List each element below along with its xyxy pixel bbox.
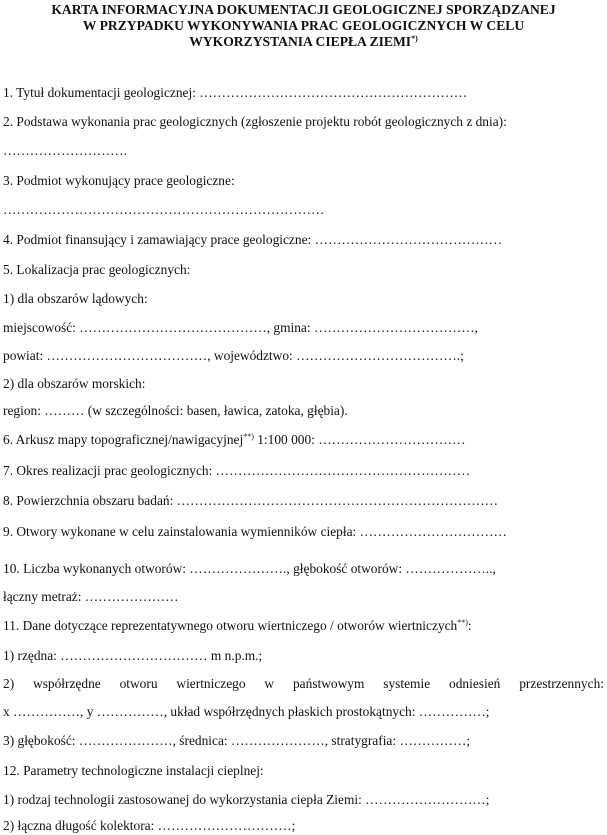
field-5-county-voivodeship: powiat: ………………………………, województwo: ……………………………….; [3,348,464,363]
field-7-period: 7. Okres realizacji prac geologicznych: ………………………………………………… [3,463,471,478]
field-5-land-heading: 1) dla obszarów lądowych: [3,291,148,306]
title-line-3 [0,34,607,50]
field-5-town-commune: miejscowość: ……………………………………, gmina: ………………………………, [3,320,478,335]
title-line-1: KARTA INFORMACYJNA DOKUMENTACJI GEOLOGICZNEJ SPORZĄDZANEJ [51,2,556,17]
field-3-performer: 3. Podmiot wykonujący prace geologiczne: [3,173,235,188]
field-2-basis: 2. Podstawa wykonania prac geologicznych (zgłoszenie projektu robót geologicznych z dnia): [3,114,507,129]
title-footnote-mark: *) [411,34,418,43]
field-12-parameters: 12. Parametry technologiczne instalacji cieplnej: [3,763,264,778]
field-1-title: 1. Tytuł dokumentacji geologicznej: …………………………………………………… [3,85,468,100]
field-11-coordinates-heading: 2) współrzędne otworu wiertniczego w państwowym systemie odniesień przestrzennych: [3,676,604,691]
field-11-borehole-data [3,618,472,634]
field-4-financier: 4. Podmiot finansujący i zamawiający prace geologiczne: …………………………………… [3,232,503,247]
field-11-depth-diameter: 3) głębokość: …………………, średnica: …………………, stratygrafia: ……………; [3,733,471,748]
field-6-footnote-mark: **) [243,432,254,441]
field-8-area: 8. Powierzchnia obszaru badań: ……………………………………………………………… [3,493,499,508]
title-line-3-text: WYKORZYSTANIA CIEPŁA ZIEMI [189,34,412,49]
field-12-collector-length: 2) łączna długość kolektora: …………………………; [3,818,296,833]
field-6-text: 6. Arkusz mapy topograficznej/nawigacyjnej [3,432,244,447]
field-6-scale: 1:100 000: …………………………… [253,432,466,447]
field-5-sea-heading: 2) dla obszarów morskich: [3,376,146,391]
field-5-region: region: ……… (w szczególności: basen, ławica, zatoka, głębia). [3,403,348,418]
field-11-coordinates: x ……………, y ……………, układ współrzędnych płaskich prostokątnych: ……………; [3,704,490,719]
title-line-2: W PRZYPADKU WYKONYWANIA PRAC GEOLOGICZNYCH W CELU [82,18,525,33]
field-5-location: 5. Lokalizacja prac geologicznych: [3,262,191,277]
field-10-total-length: łączny metraż: ………………… [3,589,179,604]
field-11-footnote-mark: **) [457,618,468,627]
field-11-text: 11. Dane dotyczące reprezentatywnego otworu wiertniczego / otworów wiertniczych [3,618,458,633]
document-title [0,2,607,50]
field-11-elevation: 1) rzędna: …………………………… m n.p.m.; [3,648,263,663]
field-11-colon: : [467,618,472,633]
field-6-map-sheet [3,432,466,448]
field-3-value: ……………………………………………………………… [3,202,325,217]
field-12-technology: 1) rodzaj technologii zastosowanej do wykorzystania ciepła Ziemi: ………………………; [3,792,490,807]
field-9-boreholes: 9. Otwory wykonane w celu zainstalowania wymienników ciepła: …………………………… [3,524,507,539]
field-10-count-depth: 10. Liczba wykonanych otworów: …………………., głębokość otworów: ……………….., [3,561,496,576]
field-2-value: ………………………. [3,143,127,158]
